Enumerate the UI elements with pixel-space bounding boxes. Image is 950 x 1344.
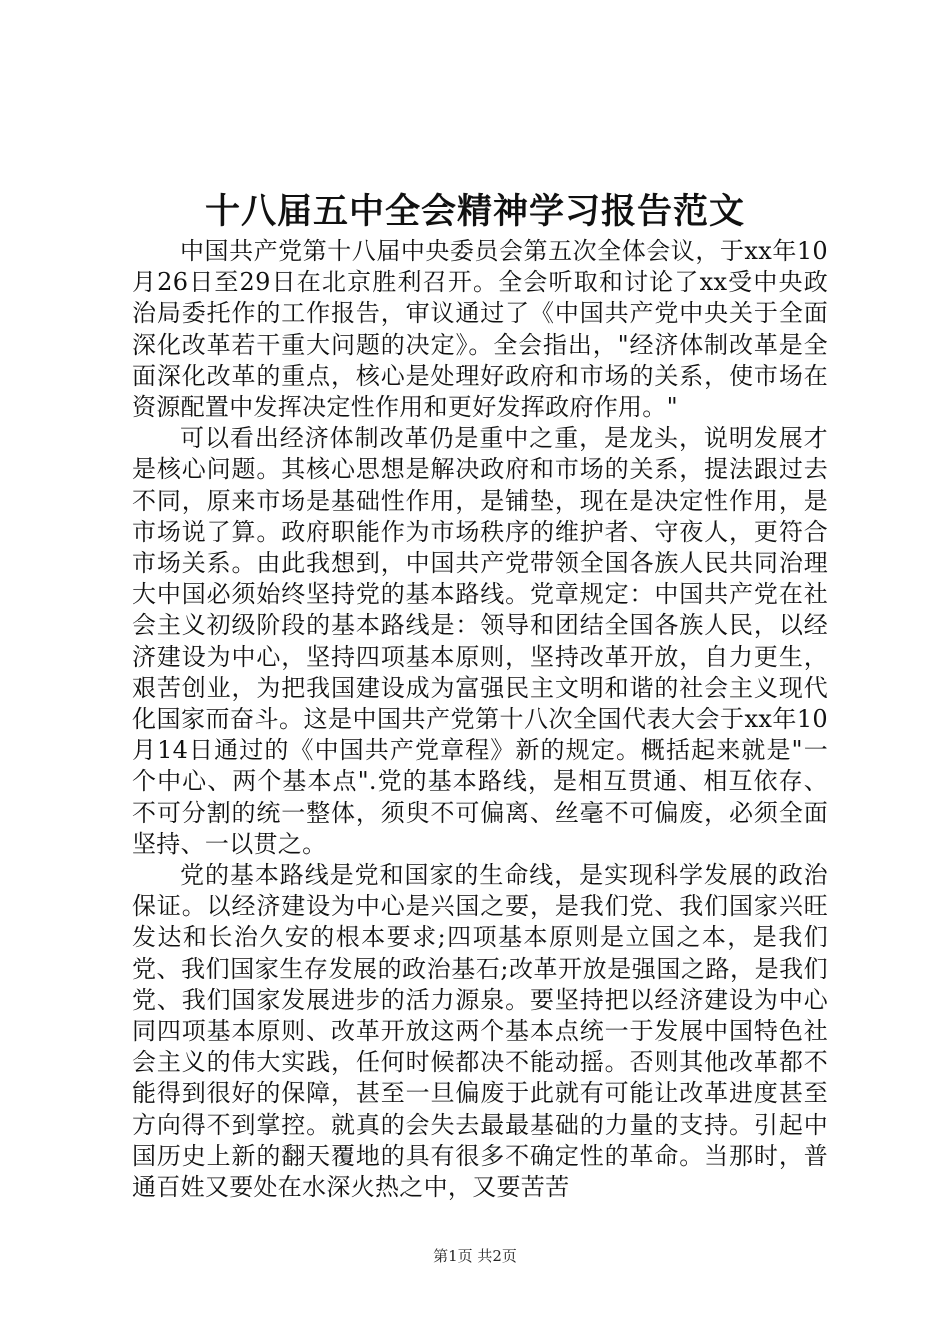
paragraph-1: 中国共产党第十八届中央委员会第五次全体会议，于xx年10月26日至29日在北京胜利召开。全会听取和讨论了xx受中央政治局委托作的工作报告，审议通过了《中国共产党中央关于全面深化改革若干重大问题的决定》。全会指出，"经济体制改革是全面深化改革的重点，核心是处理好政府和市场的关系，使市场在资源配置中发挥决定性作用和更好发挥政府作用。" [132, 237, 828, 422]
document-title: 十八届五中全会精神学习报告范文 [204, 191, 745, 232]
document-body [132, 236, 828, 1203]
paragraph-3: 党的基本路线是党和国家的生命线，是实现科学发展的政治保证。以经济建设为中心是兴国之要，是我们党、我们国家兴旺发达和长治久安的根本要求;四项基本原则是立国之本，是我们党、我们国家生存发展的政治基石;改革开放是强国之路，是我们党、我们国家发展进步的活力源泉。要坚持把以经济建设为中心同四项基本原则、改革开放这两个基本点统一于发展中国特色社会主义的伟大实践，任何时候都决不能动摇。否则其他改革都不能得到很好的保障，甚至一旦偏废于此就有可能让改革进度甚至方向得不到掌控。就真的会失去最最基础的力量的支持。引起中国历史上新的翻天覆地的具有很多不确定性的革命。当那时，普通百姓又要处在水深火热之中，又要苦苦 [132, 861, 828, 1202]
paragraph-2: 可以看出经济体制改革仍是重中之重，是龙头，说明发展才是核心问题。其核心思想是解决政府和市场的关系，提法跟过去不同，原来市场是基础性作用，是铺垫，现在是决定性作用，是市场说了算。政府职能作为市场秩序的维护者、守夜人，更符合市场关系。由此我想到，中国共产党带领全国各族人民共同治理大中国必须始终坚持党的基本路线。党章规定：中国共产党在社会主义初级阶段的基本路线是：领导和团结全国各族人民，以经济建设为中心，坚持四项基本原则，坚持改革开放，自力更生，艰苦创业，为把我国建设成为富强民主文明和谐的社会主义现代化国家而奋斗。这是中国共产党第十八次全国代表大会于xx年10月14日通过的《中国共产党章程》新的规定。概括起来就是"一个中心、两个基本点".党的基本路线，是相互贯通、相互依存、不可分割的统一整体，须臾不可偏离、丝毫不可偏废，必须全面坚持、一以贯之。 [132, 424, 828, 858]
page-footer: 第1页 共2页 [433, 1247, 517, 1265]
